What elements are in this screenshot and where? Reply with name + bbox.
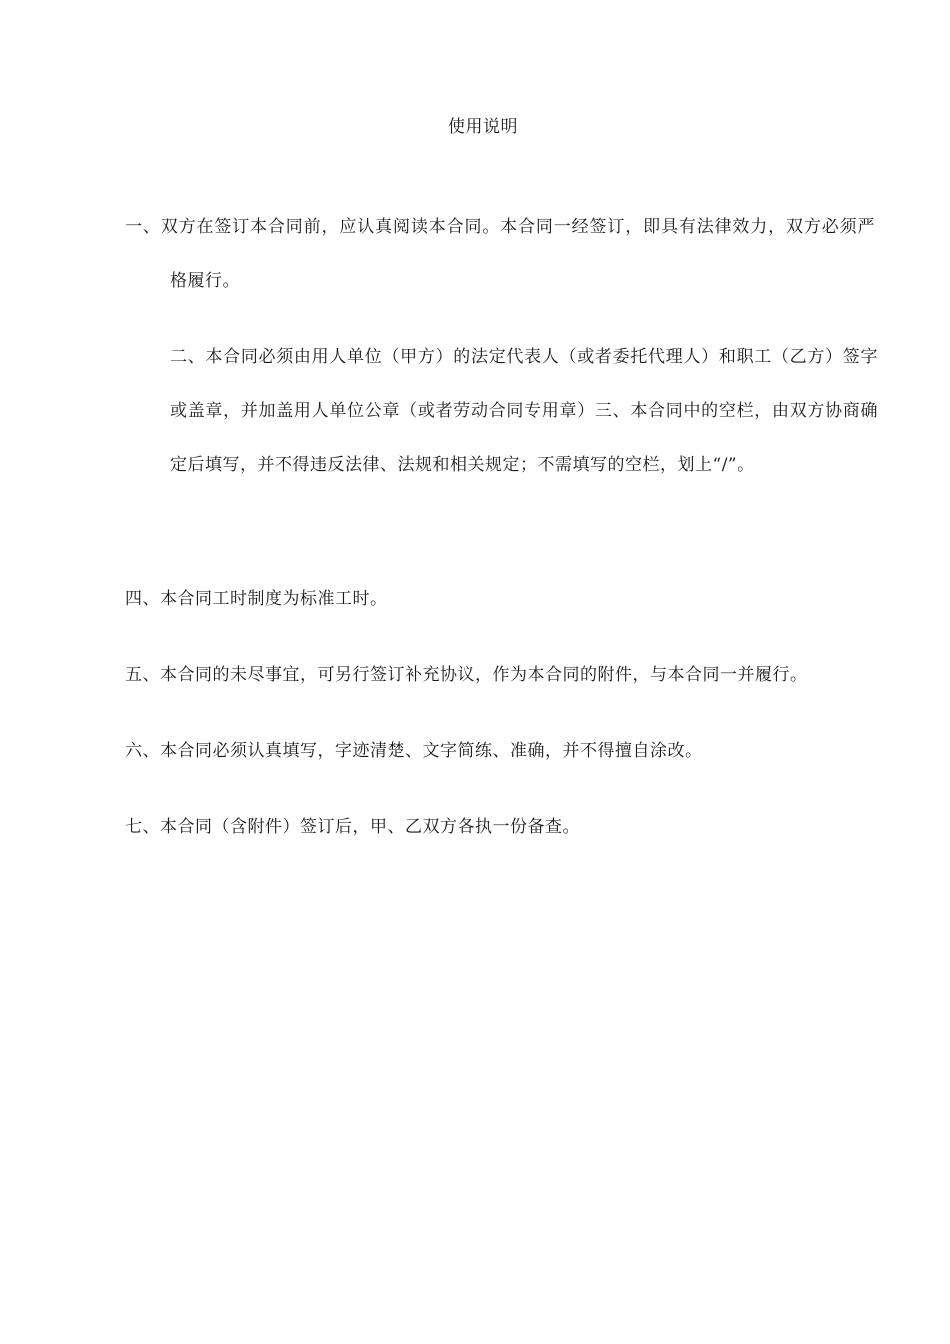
- page-title: 使用说明: [448, 117, 518, 137]
- instruction-item-5: 五、本合同的未尽事宜，可另行签订补充协议，作为本合同的附件，与本合同一并履行。: [125, 665, 808, 685]
- instruction-item-4: 四、本合同工时制度为标准工时。: [125, 589, 388, 609]
- instruction-item-7: 七、本合同（含附件）签订后，甲、乙双方各执一份备查。: [125, 817, 580, 837]
- instruction-item-2: 二、本合同必须由用人单位（甲方）的法定代表人（或者委托代理人）和职工（乙方）签字或盖章，并加盖用人单位公章（或者劳动合同专用章）三、本合同中的空栏，由双方协商确定后填写，并不得违反法律、法规和相关规定；不需填写的空栏，划上“/”。: [170, 347, 878, 475]
- instruction-item-6: 六、本合同必须认真填写，字迹清楚、文字简练、准确，并不得擅自涂改。: [125, 741, 703, 761]
- instruction-item-1: 一、双方在签订本合同前，应认真阅读本合同。本合同一经签订，即具有法律效力，双方必须严格履行。: [125, 217, 875, 291]
